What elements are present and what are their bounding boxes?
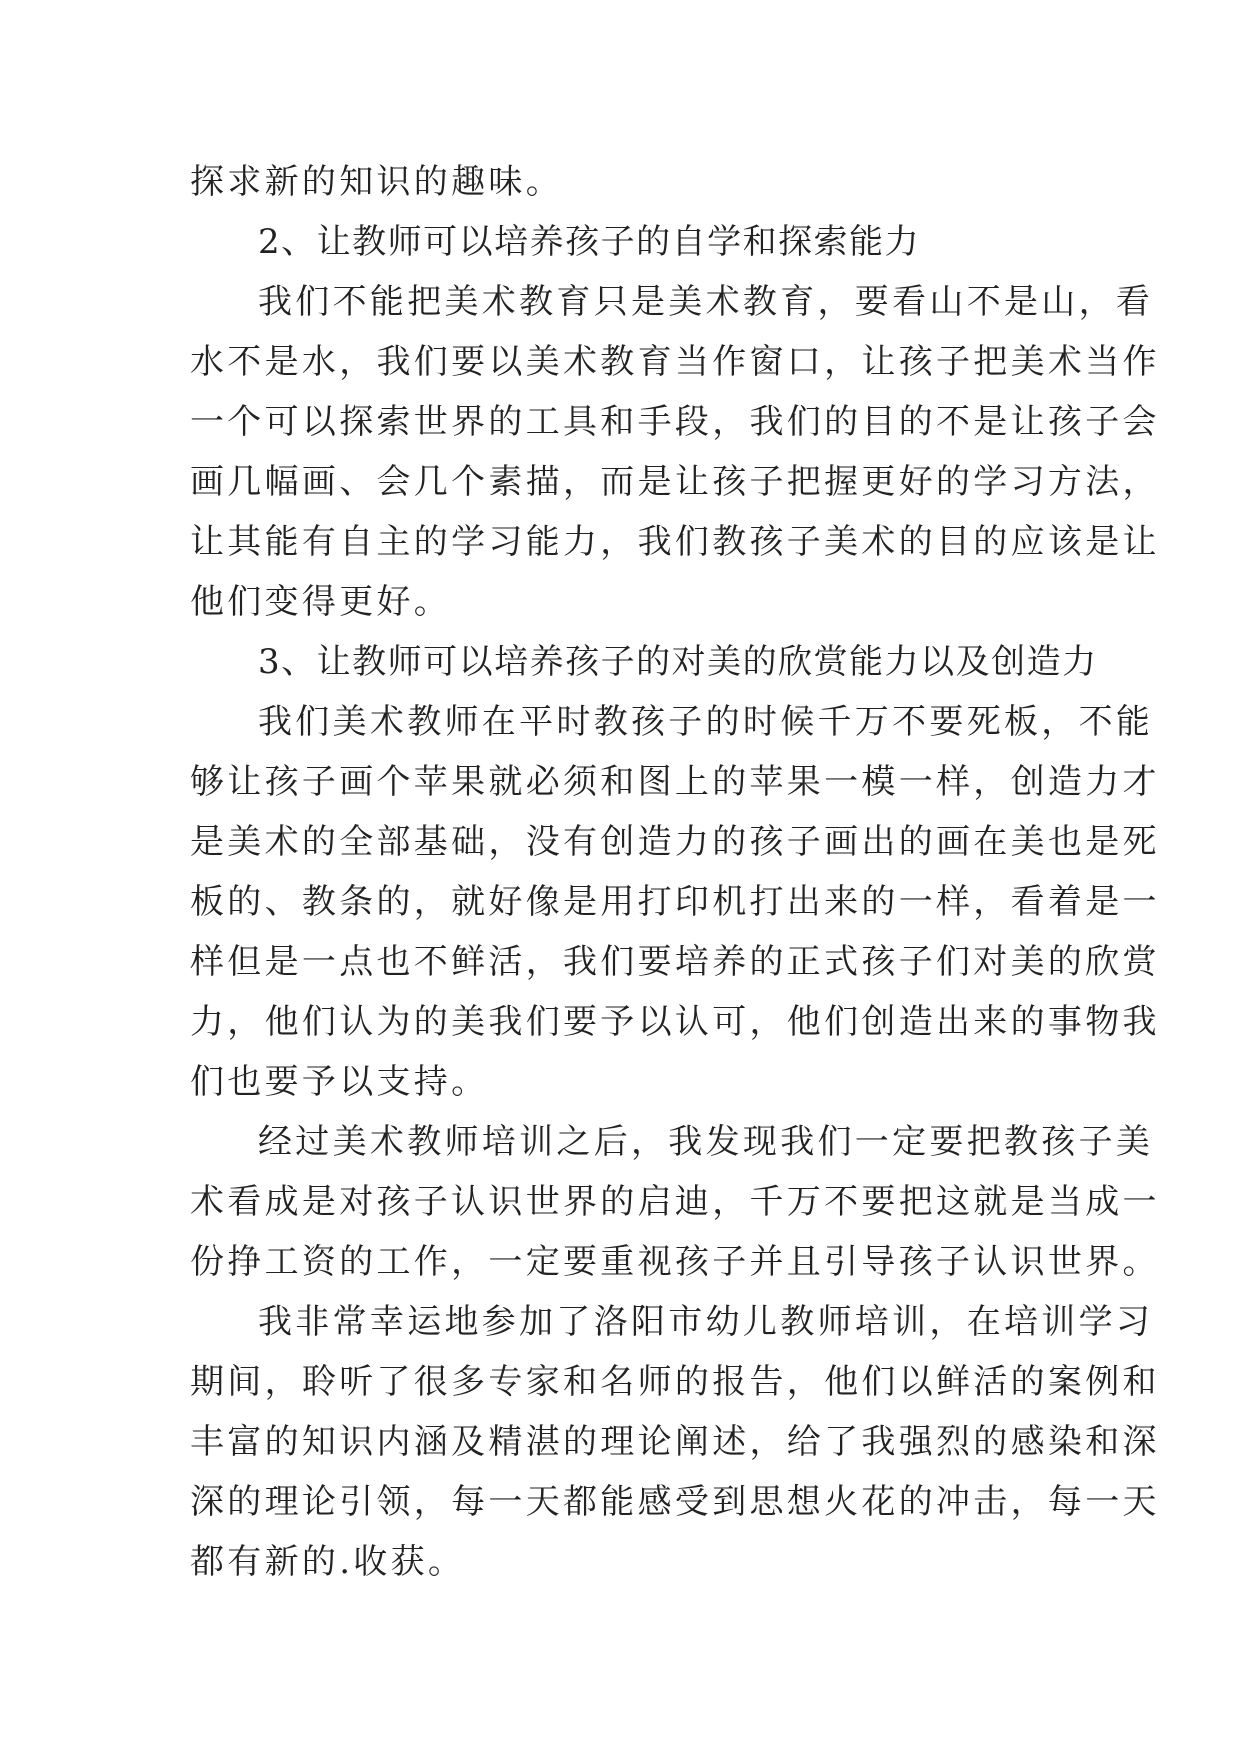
paragraph-line: 是美术的全部基础，没有创造力的孩子画出的画在美也是死 bbox=[190, 822, 1160, 862]
paragraph-line: 水不是水，我们要以美术教育当作窗口，让孩子把美术当作 bbox=[190, 342, 1160, 382]
paragraph-line: 板的、教条的，就好像是用打印机打出来的一样，看着是一 bbox=[190, 882, 1160, 922]
paragraph-line: 份挣工资的工作，一定要重视孩子并且引导孩子认识世界。 bbox=[190, 1242, 1160, 1282]
paragraph-line: 探求新的知识的趣味。 bbox=[190, 162, 563, 202]
paragraph-line: 力，他们认为的美我们要予以认可，他们创造出来的事物我 bbox=[190, 1002, 1160, 1042]
section-heading-3: 3、让教师可以培养孩子的对美的欣赏能力以及创造力 bbox=[258, 642, 1098, 682]
paragraph-line: 们也要予以支持。 bbox=[190, 1062, 489, 1102]
paragraph-line: 深的理论引领，每一天都能感受到思想火花的冲击，每一天 bbox=[190, 1482, 1160, 1522]
paragraph-line: 经过美术教师培训之后，我发现我们一定要把教孩子美 bbox=[258, 1122, 1154, 1162]
paragraph-line: 术看成是对孩子认识世界的启迪，千万不要把这就是当成一 bbox=[190, 1182, 1160, 1222]
paragraph-line: 让其能有自主的学习能力，我们教孩子美术的目的应该是让 bbox=[190, 522, 1160, 562]
paragraph-line: 我们美术教师在平时教孩子的时候千万不要死板，不能 bbox=[258, 702, 1154, 742]
paragraph-line: 我非常幸运地参加了洛阳市幼儿教师培训，在培训学习 bbox=[258, 1302, 1154, 1342]
document-body bbox=[190, 152, 1160, 1592]
section-heading-2: 2、让教师可以培养孩子的自学和探索能力 bbox=[258, 222, 921, 262]
paragraph-line: 一个可以探索世界的工具和手段，我们的目的不是让孩子会 bbox=[190, 402, 1160, 442]
paragraph-line: 期间，聆听了很多专家和名师的报告，他们以鲜活的案例和 bbox=[190, 1362, 1160, 1402]
paragraph-line: 够让孩子画个苹果就必须和图上的苹果一模一样，创造力才 bbox=[190, 762, 1160, 802]
paragraph-line: 样但是一点也不鲜活，我们要培养的正式孩子们对美的欣赏 bbox=[190, 942, 1160, 982]
paragraph-line: 我们不能把美术教育只是美术教育，要看山不是山，看 bbox=[258, 282, 1154, 322]
paragraph-line: 画几幅画、会几个素描，而是让孩子把握更好的学习方法， bbox=[190, 462, 1160, 502]
paragraph-line: 都有新的.收获。 bbox=[190, 1542, 466, 1582]
paragraph-line: 他们变得更好。 bbox=[190, 582, 452, 622]
paragraph-line: 丰富的知识内涵及精湛的理论阐述，给了我强烈的感染和深 bbox=[190, 1422, 1160, 1462]
